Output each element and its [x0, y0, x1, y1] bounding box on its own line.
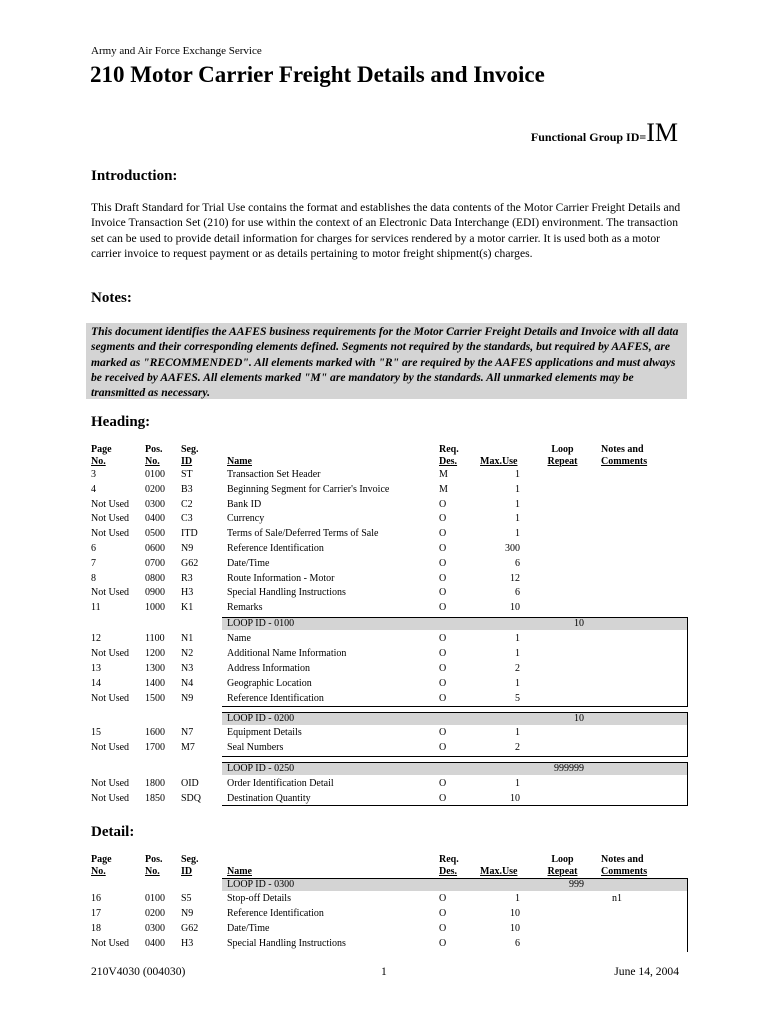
cell-seg: R3 [181, 572, 193, 584]
loop-id-label: LOOP ID - 0300 [227, 879, 295, 890]
col-loop-line1: Loop [551, 854, 574, 865]
cell-max: 1 [515, 727, 520, 738]
cell-page: 11 [91, 602, 101, 614]
header-col-max [480, 456, 518, 468]
notes-heading: Notes: [91, 290, 132, 306]
col-seg-line1: Seg. [181, 444, 199, 455]
heading-section-title: Heading: [91, 414, 151, 430]
loop-divider [222, 878, 688, 879]
cell-seg: K1 [181, 602, 194, 614]
col-page-line1: Page [91, 444, 112, 455]
cell-name: Special Handling Instructions [227, 587, 346, 599]
table-row [0, 498, 770, 511]
cell-max: 1 [515, 483, 520, 495]
header-col-pos [145, 444, 163, 468]
cell-seg: N3 [181, 663, 194, 674]
col-max-label: Max.Use [480, 456, 518, 467]
cell-page: 8 [91, 572, 96, 584]
cell-req: O [439, 543, 447, 554]
cell-req: O [439, 528, 447, 540]
table-row [0, 662, 770, 675]
header-col-name [227, 456, 252, 468]
table-row [0, 726, 770, 739]
cell-pos: 0500 [145, 528, 165, 540]
cell-pos: 1500 [145, 693, 165, 704]
table-row [0, 741, 770, 754]
cell-seg: N9 [181, 908, 194, 919]
cell-name: Equipment Details [227, 727, 302, 738]
cell-max: 1 [515, 469, 520, 480]
cell-name: Geographic Location [227, 678, 312, 689]
cell-page: Not Used [91, 742, 130, 753]
cell-pos: 0100 [145, 893, 165, 904]
loop-0250-close [222, 805, 688, 806]
cell-name: Address Information [227, 663, 311, 674]
header-col-loop [545, 854, 580, 878]
cell-seg: N4 [181, 678, 194, 689]
cell-max: 10 [510, 908, 520, 919]
col-seg-line2: ID [181, 456, 193, 467]
loop-id-label: LOOP ID - 0100 [227, 618, 295, 629]
col-pos-line1: Pos. [145, 444, 163, 455]
cell-pos: 0800 [145, 572, 165, 584]
col-notes-line1: Notes and [601, 854, 644, 865]
col-req-line1: Req. [439, 444, 459, 455]
cell-name: Order Identification Detail [227, 778, 334, 789]
cell-seg: S5 [181, 893, 192, 904]
cell-name: Remarks [227, 602, 263, 614]
col-name-label: Name [227, 456, 252, 467]
table-row [0, 792, 770, 805]
loop-divider [222, 712, 688, 713]
cell-page: 13 [91, 663, 101, 674]
loop-divider [222, 617, 688, 618]
cell-page: 16 [91, 893, 101, 904]
col-seg-line1: Seg. [181, 854, 199, 865]
col-req-line1: Req. [439, 854, 459, 865]
col-pos-line1: Pos. [145, 854, 163, 865]
loop-bar [222, 712, 688, 725]
cell-req: O [439, 587, 447, 599]
cell-name: Special Handling Instructions [227, 938, 346, 949]
cell-page: Not Used [91, 528, 130, 540]
cell-name: Seal Numbers [227, 742, 284, 753]
cell-seg: B3 [181, 483, 193, 495]
cell-max: 1 [515, 498, 520, 510]
cell-pos: 0700 [145, 557, 165, 569]
loop-0250-bracket [687, 762, 688, 805]
header-col-req [439, 444, 459, 468]
cell-pos: 0300 [145, 498, 165, 510]
col-loop-line2: Repeat [547, 456, 578, 467]
cell-max: 1 [515, 678, 520, 689]
cell-pos: 0400 [145, 513, 165, 525]
cell-notes: n1 [612, 893, 622, 904]
cell-req: O [439, 513, 447, 525]
cell-max: 5 [515, 693, 520, 704]
cell-name: Currency [227, 513, 265, 525]
cell-req: O [439, 742, 447, 753]
loop-divider [222, 762, 688, 763]
cell-max: 10 [510, 923, 520, 934]
col-page-line2: No. [91, 866, 106, 877]
introduction-text: This Draft Standard for Trial Use contains the format and establishes the data contents of the Motor Carrier Freight Details and Invoice Transaction Set (210) for use within the context of an Electronic Data Interchange (EDI) environment. The transaction set can be used to provide detail information for charges for services rendered by a motor carrier. It is used both as a motor carrier invoice to request payment or as details pertaining to motor freight shipment(s) charges. [91, 201, 681, 260]
cell-seg: N2 [181, 648, 194, 659]
table-row [0, 601, 770, 614]
cell-page: 14 [91, 678, 101, 689]
footer-page-number: 1 [381, 965, 387, 978]
cell-req: O [439, 498, 447, 510]
functional-group-value: IM [646, 118, 678, 147]
cell-max: 1 [515, 648, 520, 659]
document-title: 210 Motor Carrier Freight Details and Invoice [90, 62, 545, 87]
cell-page: Not Used [91, 778, 130, 789]
cell-req: O [439, 678, 447, 689]
table-row [0, 512, 770, 525]
col-page-line2: No. [91, 456, 106, 467]
header-col-notes [601, 854, 647, 878]
col-pos-line2: No. [145, 866, 160, 877]
cell-seg: M7 [181, 742, 195, 753]
loop-bar [222, 762, 688, 775]
cell-pos: 0300 [145, 923, 165, 934]
loop-0100-bracket [687, 617, 688, 706]
cell-name: Terms of Sale/Deferred Terms of Sale [227, 528, 379, 540]
cell-pos: 0400 [145, 938, 165, 949]
cell-max: 10 [510, 602, 520, 614]
header-col-notes [601, 444, 647, 468]
cell-seg: C2 [181, 498, 193, 510]
cell-req: M [439, 483, 448, 495]
col-name-label: Name [227, 866, 252, 877]
cell-max: 2 [515, 663, 520, 674]
cell-page: 17 [91, 908, 101, 919]
cell-pos: 0200 [145, 908, 165, 919]
cell-max: 1 [515, 528, 520, 540]
cell-req: O [439, 778, 447, 789]
loop-repeat: 10 [574, 713, 584, 724]
detail-section-title: Detail: [91, 824, 135, 840]
header-col-name [227, 866, 252, 878]
cell-req: O [439, 572, 447, 584]
table-row [0, 777, 770, 790]
cell-req: O [439, 727, 447, 738]
cell-name: Stop-off Details [227, 893, 291, 904]
cell-name: Destination Quantity [227, 793, 311, 804]
table-row [0, 677, 770, 690]
cell-max: 10 [510, 793, 520, 804]
cell-pos: 1800 [145, 778, 165, 789]
cell-req: O [439, 693, 447, 704]
cell-page: 3 [91, 469, 96, 480]
cell-page: 15 [91, 727, 101, 738]
cell-seg: H3 [181, 938, 194, 949]
cell-req: O [439, 602, 447, 614]
cell-page: 18 [91, 923, 101, 934]
cell-req: O [439, 923, 447, 934]
table-row [0, 483, 770, 496]
cell-page: Not Used [91, 648, 130, 659]
col-pos-line2: No. [145, 456, 160, 467]
cell-page: 6 [91, 543, 96, 554]
cell-req: O [439, 908, 447, 919]
cell-max: 6 [515, 938, 520, 949]
header-col-page [91, 854, 112, 878]
cell-page: Not Used [91, 693, 130, 704]
table-row [0, 542, 770, 555]
col-loop-line2: Repeat [547, 866, 578, 877]
col-loop-line1: Loop [551, 444, 574, 455]
table-row [0, 527, 770, 540]
cell-page: Not Used [91, 938, 130, 949]
col-req-line2: Des. [439, 866, 458, 877]
cell-req: O [439, 893, 447, 904]
cell-seg: OID [181, 778, 199, 789]
cell-page: Not Used [91, 513, 130, 525]
header-col-req [439, 854, 459, 878]
loop-repeat: 10 [574, 618, 584, 629]
table-row [0, 468, 770, 481]
cell-pos: 0900 [145, 587, 165, 599]
loop-0200-bracket [687, 712, 688, 756]
cell-seg: ITD [181, 528, 198, 540]
col-max-label: Max.Use [480, 866, 518, 877]
cell-seg: N9 [181, 543, 194, 554]
cell-pos: 1300 [145, 663, 165, 674]
loop-0200-close [222, 756, 688, 757]
table-row [0, 647, 770, 660]
table-row [0, 937, 770, 950]
functional-group-id [531, 118, 678, 148]
header-col-pos [145, 854, 163, 878]
cell-max: 2 [515, 742, 520, 753]
header-col-page [91, 444, 112, 468]
cell-page: Not Used [91, 498, 130, 510]
cell-name: Date/Time [227, 557, 270, 569]
col-notes-line2: Comments [601, 456, 648, 467]
footer-version: 210V4030 (004030) [91, 965, 186, 978]
table-row [0, 557, 770, 570]
notes-text: This document identifies the AAFES business requirements for the Motor Carrier Freight Details and Invoice with all data segments and their corresponding elements defined. Segments not required by the standards, but required by AAFES, are marked as "RECOMMENDED". All elements marked with "R" are required by the AAFES applications and must always be received by AAFES. All elements marked "M" are mandatory by the standards. All unmarked elements may be transmitted as necessary. [91, 325, 679, 400]
cell-page: Not Used [91, 793, 130, 804]
cell-page: 4 [91, 483, 96, 495]
header-col-seg [181, 444, 199, 468]
cell-max: 300 [505, 543, 520, 554]
cell-max: 1 [515, 513, 520, 525]
loop-repeat: 999 [569, 879, 584, 890]
cell-name: Reference Identification [227, 543, 324, 554]
cell-pos: 1400 [145, 678, 165, 689]
cell-max: 6 [515, 587, 520, 599]
cell-seg: G62 [181, 557, 199, 569]
col-page-line1: Page [91, 854, 112, 865]
loop-bar [222, 617, 688, 630]
cell-name: Name [227, 633, 251, 644]
organization-name: Army and Air Force Exchange Service [91, 45, 262, 57]
cell-max: 1 [515, 633, 520, 644]
cell-name: Transaction Set Header [227, 469, 321, 480]
cell-seg: C3 [181, 513, 193, 525]
cell-name: Reference Identification [227, 908, 324, 919]
cell-req: O [439, 793, 447, 804]
header-col-max [480, 866, 518, 878]
cell-seg: ST [181, 469, 193, 480]
table-row [0, 632, 770, 645]
col-notes-line1: Notes and [601, 444, 644, 455]
loop-bar [222, 878, 688, 891]
cell-name: Additional Name Information [227, 648, 347, 659]
cell-name: Route Information - Motor [227, 572, 335, 584]
cell-name: Date/Time [227, 923, 270, 934]
cell-pos: 0100 [145, 469, 165, 480]
loop-id-label: LOOP ID - 0200 [227, 713, 295, 724]
introduction-heading: Introduction: [91, 168, 178, 184]
col-req-line2: Des. [439, 456, 458, 467]
header-col-loop [545, 444, 580, 468]
cell-req: O [439, 648, 447, 659]
cell-max: 1 [515, 893, 520, 904]
cell-pos: 1200 [145, 648, 165, 659]
cell-page: 12 [91, 633, 101, 644]
cell-req: O [439, 633, 447, 644]
table-row [0, 586, 770, 599]
cell-pos: 1850 [145, 793, 165, 804]
cell-seg: N9 [181, 693, 194, 704]
cell-page: Not Used [91, 587, 130, 599]
header-col-seg [181, 854, 199, 878]
col-notes-line2: Comments [601, 866, 648, 877]
cell-seg: N7 [181, 727, 194, 738]
table-row [0, 692, 770, 705]
cell-req: M [439, 469, 448, 480]
functional-group-label: Functional Group ID= [530, 130, 647, 144]
cell-pos: 0200 [145, 483, 165, 495]
table-row [0, 922, 770, 935]
cell-pos: 1000 [145, 602, 165, 614]
table-row [0, 892, 770, 905]
cell-max: 6 [515, 557, 520, 569]
loop-0100-close [222, 706, 688, 707]
loop-id-label: LOOP ID - 0250 [227, 763, 295, 774]
cell-name: Reference Identification [227, 693, 324, 704]
cell-req: O [439, 663, 447, 674]
cell-pos: 1600 [145, 727, 165, 738]
cell-req: O [439, 557, 447, 569]
cell-name: Beginning Segment for Carrier's Invoice [227, 483, 390, 495]
cell-pos: 1700 [145, 742, 165, 753]
cell-max: 1 [515, 778, 520, 789]
cell-seg: H3 [181, 587, 194, 599]
cell-pos: 0600 [145, 543, 165, 554]
table-row [0, 907, 770, 920]
cell-max: 12 [510, 572, 520, 584]
col-seg-line2: ID [181, 866, 193, 877]
cell-name: Bank ID [227, 498, 262, 510]
loop-repeat: 999999 [554, 763, 584, 774]
cell-req: O [439, 938, 447, 949]
cell-seg: N1 [181, 633, 194, 644]
cell-seg: SDQ [181, 793, 202, 804]
loop-0300-bracket [687, 878, 688, 952]
cell-seg: G62 [181, 923, 199, 934]
cell-pos: 1100 [145, 633, 165, 644]
table-row [0, 572, 770, 585]
cell-page: 7 [91, 557, 96, 569]
footer-date: June 14, 2004 [614, 965, 679, 978]
